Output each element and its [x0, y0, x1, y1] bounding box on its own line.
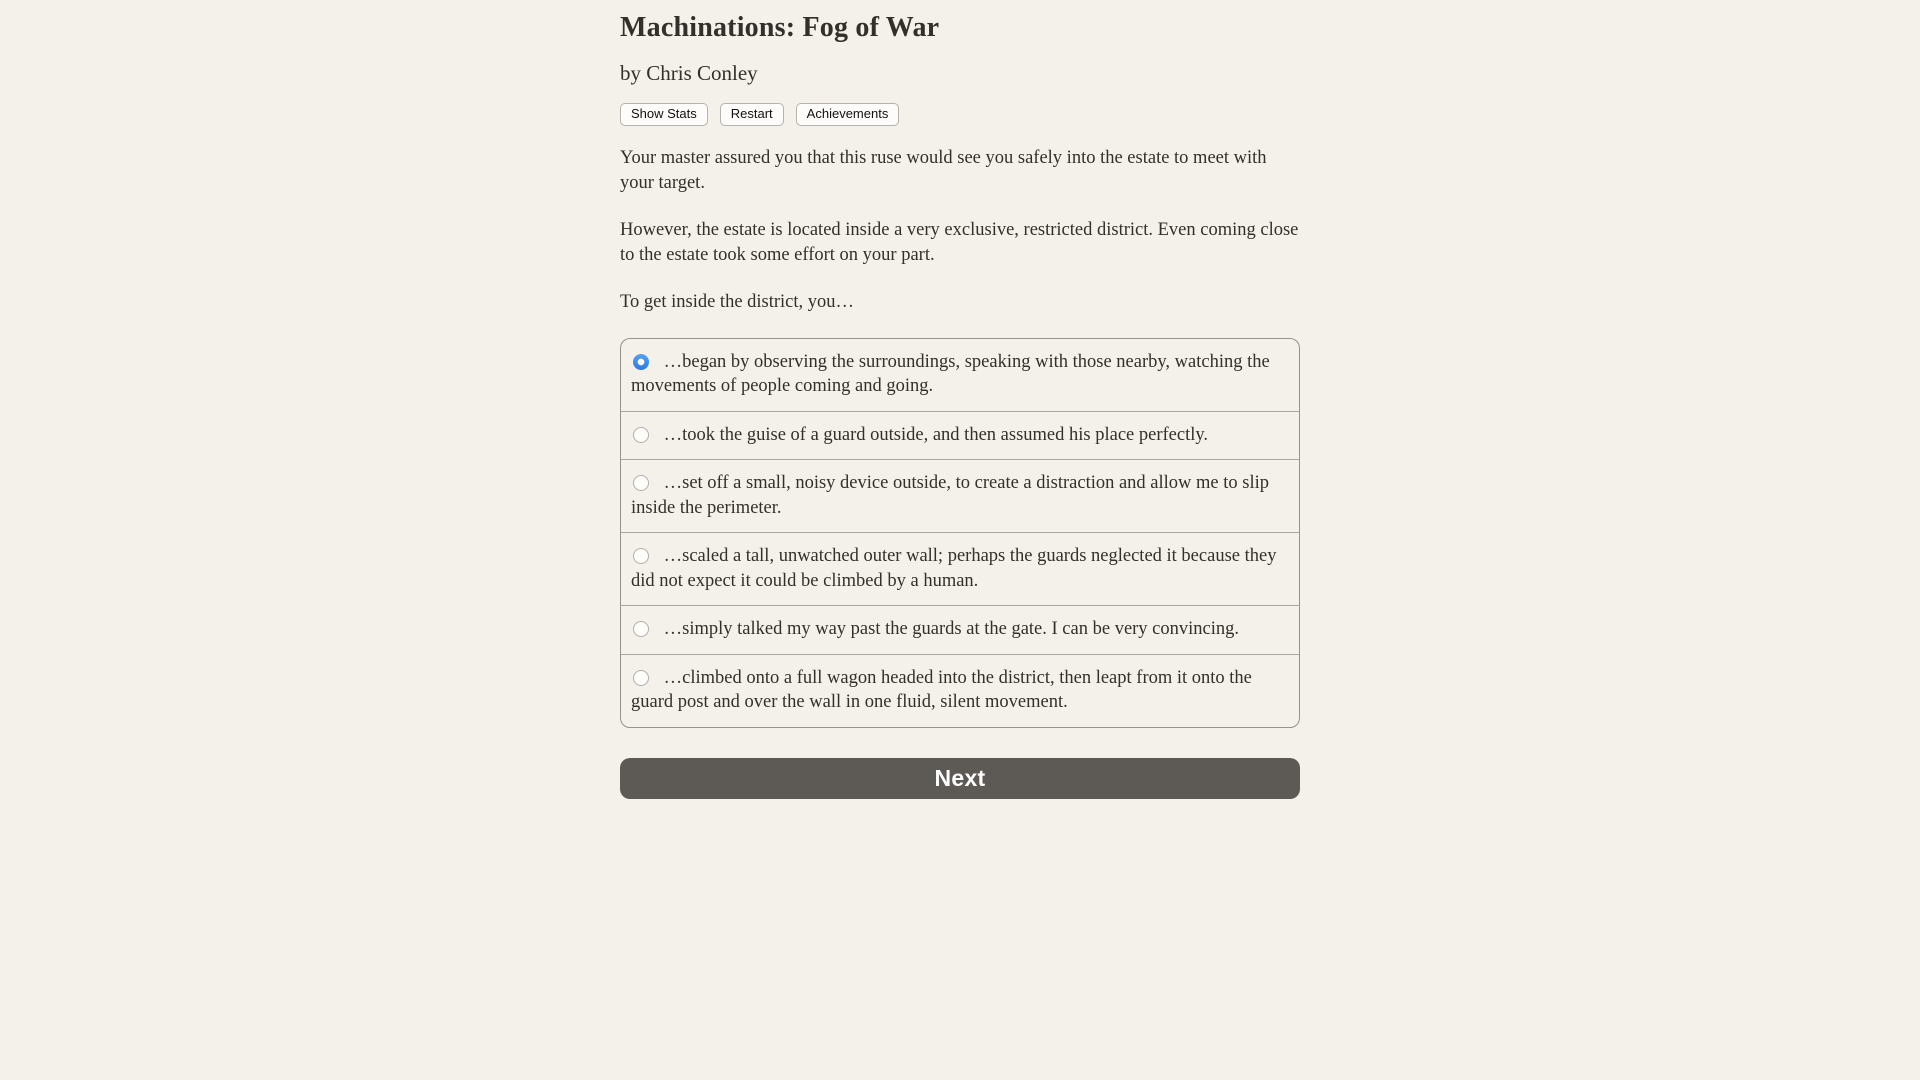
- choice-group: [620, 338, 1300, 728]
- choice-radio-2[interactable]: [633, 427, 649, 443]
- content-column: [620, 0, 1300, 799]
- restart-button[interactable]: Restart: [720, 103, 784, 126]
- story-paragraph: To get inside the district, you…: [620, 292, 855, 312]
- game-byline: by Chris Conley: [620, 61, 758, 85]
- choice-radio-3[interactable]: [633, 475, 649, 491]
- choice-option-3[interactable]: [621, 459, 1299, 532]
- choice-label: …climbed onto a full wagon headed into the district, then leapt from it onto the guard post and over the wall in one fluid, silent movement.: [631, 667, 1252, 712]
- next-button[interactable]: Next: [620, 758, 1300, 799]
- achievements-button[interactable]: Achievements: [796, 103, 900, 126]
- show-stats-button[interactable]: Show Stats: [620, 103, 708, 126]
- choice-option-2[interactable]: [621, 411, 1299, 460]
- choice-radio-5[interactable]: [633, 621, 649, 637]
- toolbar: [620, 103, 1300, 126]
- choice-option-1[interactable]: [621, 339, 1299, 411]
- choice-radio-1[interactable]: [633, 354, 649, 370]
- choice-radio-4[interactable]: [633, 548, 649, 564]
- choice-option-4[interactable]: [621, 532, 1299, 605]
- choice-label: …took the guise of a guard outside, and then assumed his place perfectly.: [663, 424, 1209, 445]
- choice-label: …set off a small, noisy device outside, to create a distraction and allow me to slip inside the perimeter.: [631, 473, 1270, 518]
- choice-label: …began by observing the surroundings, speaking with those nearby, watching the movements of people coming and going.: [631, 351, 1270, 396]
- choice-radio-6[interactable]: [633, 670, 649, 686]
- choice-option-5[interactable]: [621, 605, 1299, 654]
- story-text: [620, 146, 1300, 315]
- story-paragraph: However, the estate is located inside a very exclusive, restricted district. Even coming close to the estate took some effort on your part.: [620, 220, 1299, 265]
- page-title: Machinations: Fog of War: [620, 12, 940, 43]
- choice-option-6[interactable]: [621, 654, 1299, 727]
- choice-label: …scaled a tall, unwatched outer wall; perhaps the guards neglected it because they did not expect it could be climbed by a human.: [631, 546, 1277, 591]
- choice-label: …simply talked my way past the guards at the gate. I can be very convincing.: [663, 619, 1240, 639]
- story-paragraph: Your master assured you that this ruse would see you safely into the estate to meet with your target.: [620, 148, 1267, 193]
